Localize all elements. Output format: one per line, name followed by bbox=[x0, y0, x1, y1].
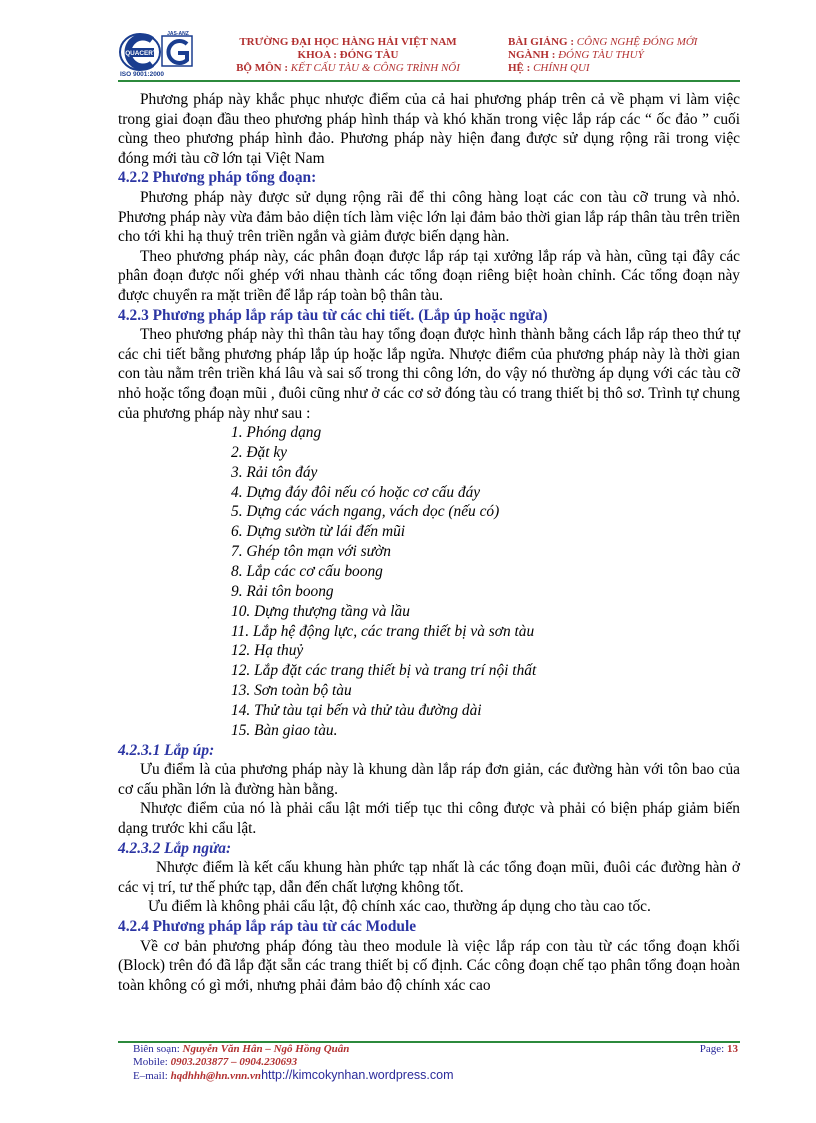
department-value: KẾT CẤU TÀU & CÔNG TRÌNH NỔI bbox=[290, 62, 460, 74]
heading-4-2-3: 4.2.3 Phương pháp lắp ráp tàu từ các chi tiết. (Lắp úp hoặc ngửa) bbox=[118, 306, 548, 324]
major bbox=[508, 49, 768, 62]
footer-email bbox=[133, 1069, 738, 1083]
document-body bbox=[118, 90, 740, 995]
list-item: 8. Lắp các cơ cấu boong bbox=[231, 563, 383, 580]
paragraph-intro: Phương pháp này khắc phục nhược điểm của cả hai phương pháp trên cả về phạm vi làm việc trong giai đoạn đầu theo phương pháp hình tháp và khó khăn trong việc lắp ráp các “ ốc đảo ” cuối cùng theo phương pháp hình đảo. Phương pháp này hiện đang được sử dụng rộng rãi trong việc đóng mới tàu cỡ lớn tại Việt Nam bbox=[118, 91, 740, 167]
paragraph-lap-up-advantage: Ưu điểm là của phương pháp này là khung dàn lắp ráp đơn giản, các đường hàn với tôn bao của cơ cấu phần lớn là đường hàn bằng. bbox=[118, 761, 740, 798]
heading-4-2-4: 4.2.4 Phương pháp lắp ráp tàu từ các Module bbox=[118, 917, 417, 935]
header-institution bbox=[223, 36, 473, 75]
mobile-label: Mobile: bbox=[133, 1056, 171, 1068]
page-label: Page: bbox=[699, 1043, 727, 1055]
logo-quacert-text: QUACERT bbox=[125, 50, 157, 57]
list-item: 10. Dựng thượng tầng và lầu bbox=[231, 602, 410, 620]
procedure-steps-list bbox=[118, 423, 740, 741]
list-item: 14. Thử tàu tại bến và thử tàu đường dài bbox=[231, 701, 482, 719]
list-item: 12. Lắp đặt các trang thiết bị và trang trí nội thất bbox=[231, 662, 537, 680]
mobile-value: 0903.203877 – 0904.230693 bbox=[170, 1056, 298, 1068]
email-label: E–mail: bbox=[133, 1070, 171, 1082]
list-item: 12. Hạ thuỷ bbox=[231, 642, 304, 660]
system-value: CHÍNH QUI bbox=[533, 62, 590, 74]
lecture-value: CÔNG NGHỆ ĐÓNG MỚI bbox=[576, 36, 698, 48]
paragraph-lap-ngua-disadvantage: Nhược điểm là kết cấu khung hàn phức tạp nhất là các tổng đoạn mũi, đuôi các đường hàn ở các vị trí, tư thế phức tạp, dẫn đến chất lượng không tốt. bbox=[118, 859, 740, 896]
paragraph-lap-ngua-advantage: Ưu điểm là không phải cẩu lật, độ chính xác cao, thường áp dụng cho tàu cao tốc. bbox=[148, 898, 651, 916]
author-label: Biên soạn: bbox=[133, 1043, 183, 1055]
header-divider bbox=[118, 80, 740, 82]
department-label: BỘ MÔN : bbox=[236, 62, 291, 74]
list-item: 9. Rải tôn boong bbox=[231, 582, 334, 600]
major-value: ĐÓNG TÀU THUỶ bbox=[558, 49, 644, 61]
department bbox=[223, 62, 473, 75]
footer-author bbox=[133, 1043, 738, 1056]
list-item: 3. Rải tôn đáy bbox=[231, 463, 318, 481]
paragraph-chi-tiet: Theo phương pháp này thì thân tàu hay tổng đoạn được hình thành bằng cách lắp ráp theo thứ tự các chi tiết bằng phương pháp lắp úp hoặc lắp ngửa. Nhược điểm của phương pháp này là thời gian con tàu nằm trên triền khá lâu và sai số trong thi công lớn, do vậy nó thường áp dụng với các tàu cỡ nhỏ hoặc tổng đoạn mũi , đuôi cũng như ở các cơ sở đóng tàu có trang thiết bị thô sơ. Trình tự chung của phương pháp này như sau : bbox=[118, 326, 740, 422]
list-item: 15. Bàn giao tàu. bbox=[231, 721, 338, 739]
list-item: 6. Dựng sườn từ lái đến mũi bbox=[231, 523, 406, 541]
school-name: TRƯỜNG ĐẠI HỌC HÀNG HẢI VIỆT NAM bbox=[239, 36, 457, 48]
list-item: 1. Phóng dạng bbox=[231, 424, 322, 442]
heading-4-2-3-2: 4.2.3.2 Lắp ngửa: bbox=[118, 839, 232, 857]
paragraph-tong-doan-1: Phương pháp này được sử dụng rộng rãi để thi công hàng loạt các con tàu cỡ trung và nhỏ. Phương pháp này vừa đảm bảo diện tích làm việc lớn lại đảm bảo thời gian lắp ráp thân tàu trên triền cho tới khi hạ thuỷ trên triền ngắn và giảm được biến dạng hàn. bbox=[118, 188, 740, 246]
paragraph-module: Về cơ bản phương pháp đóng tàu theo module là việc lắp ráp con tàu từ các tổng đoạn khối (Block) trên đó đã lắp đặt sẵn các trang thiết bị cố định. Các công đoạn chế tạo phân tổng đoạn hoàn toàn không có gì mới, nhưng phải đảm bảo độ chính xác cao bbox=[118, 937, 740, 994]
author-value: Nguyễn Văn Hân – Ngô Hồng Quân bbox=[182, 1043, 350, 1055]
lecture bbox=[508, 36, 768, 49]
quacert-iso-logo bbox=[118, 30, 194, 78]
logo-jas-text: JAS-ANZ bbox=[167, 31, 189, 37]
list-item: 5. Dựng các vách ngang, vách dọc (nếu có) bbox=[231, 503, 500, 521]
page-number-value: 13 bbox=[727, 1043, 738, 1055]
list-item: 13. Sơn toàn bộ tàu bbox=[231, 682, 352, 700]
header-course bbox=[508, 36, 768, 75]
paragraph-tong-doan-2: Theo phương pháp này, các phân đoạn được lắp ráp tại xưởng lắp ráp và hàn, cũng tại đây các phân đoạn được nối ghép với nhau thành các tổng đoạn riêng biệt hoàn chỉnh. Các tổng đoạn này được chuyển ra mặt triền để lắp ráp toàn bộ thân tàu. bbox=[118, 247, 740, 304]
list-item: 11. Lắp hệ động lực, các trang thiết bị và sơn tàu bbox=[231, 622, 535, 640]
logo-iso-text: ISO 9001:2000 bbox=[119, 71, 165, 78]
lecture-label: BÀI GIẢNG : bbox=[508, 36, 577, 48]
major-label: NGÀNH : bbox=[508, 49, 559, 61]
page-header bbox=[118, 30, 748, 80]
website-link[interactable]: http://kimcokynhan.wordpress.com bbox=[261, 1068, 454, 1082]
email-value[interactable]: hqdhhh@hn.vnn.vn bbox=[170, 1070, 262, 1082]
faculty-name: KHOA : ĐÓNG TÀU bbox=[297, 49, 399, 61]
list-item: 4. Dựng đáy đôi nếu có hoặc cơ cấu đáy bbox=[231, 483, 481, 501]
system bbox=[508, 62, 768, 75]
heading-4-2-3-1: 4.2.3.1 Lắp úp: bbox=[118, 741, 215, 759]
paragraph-lap-up-disadvantage: Nhược điểm của nó là phải cẩu lật mới tiếp tục thi công được và phải có biện pháp giảm biến dạng trước khi cẩu lật. bbox=[118, 800, 740, 837]
list-item: 2. Đặt ky bbox=[231, 443, 287, 461]
list-item: 7. Ghép tôn mạn với sườn bbox=[231, 543, 391, 561]
page-footer bbox=[133, 1043, 738, 1083]
heading-4-2-2: 4.2.2 Phương pháp tổng đoạn: bbox=[118, 169, 317, 187]
system-label: HỆ : bbox=[508, 62, 534, 74]
page-number bbox=[700, 1043, 738, 1056]
